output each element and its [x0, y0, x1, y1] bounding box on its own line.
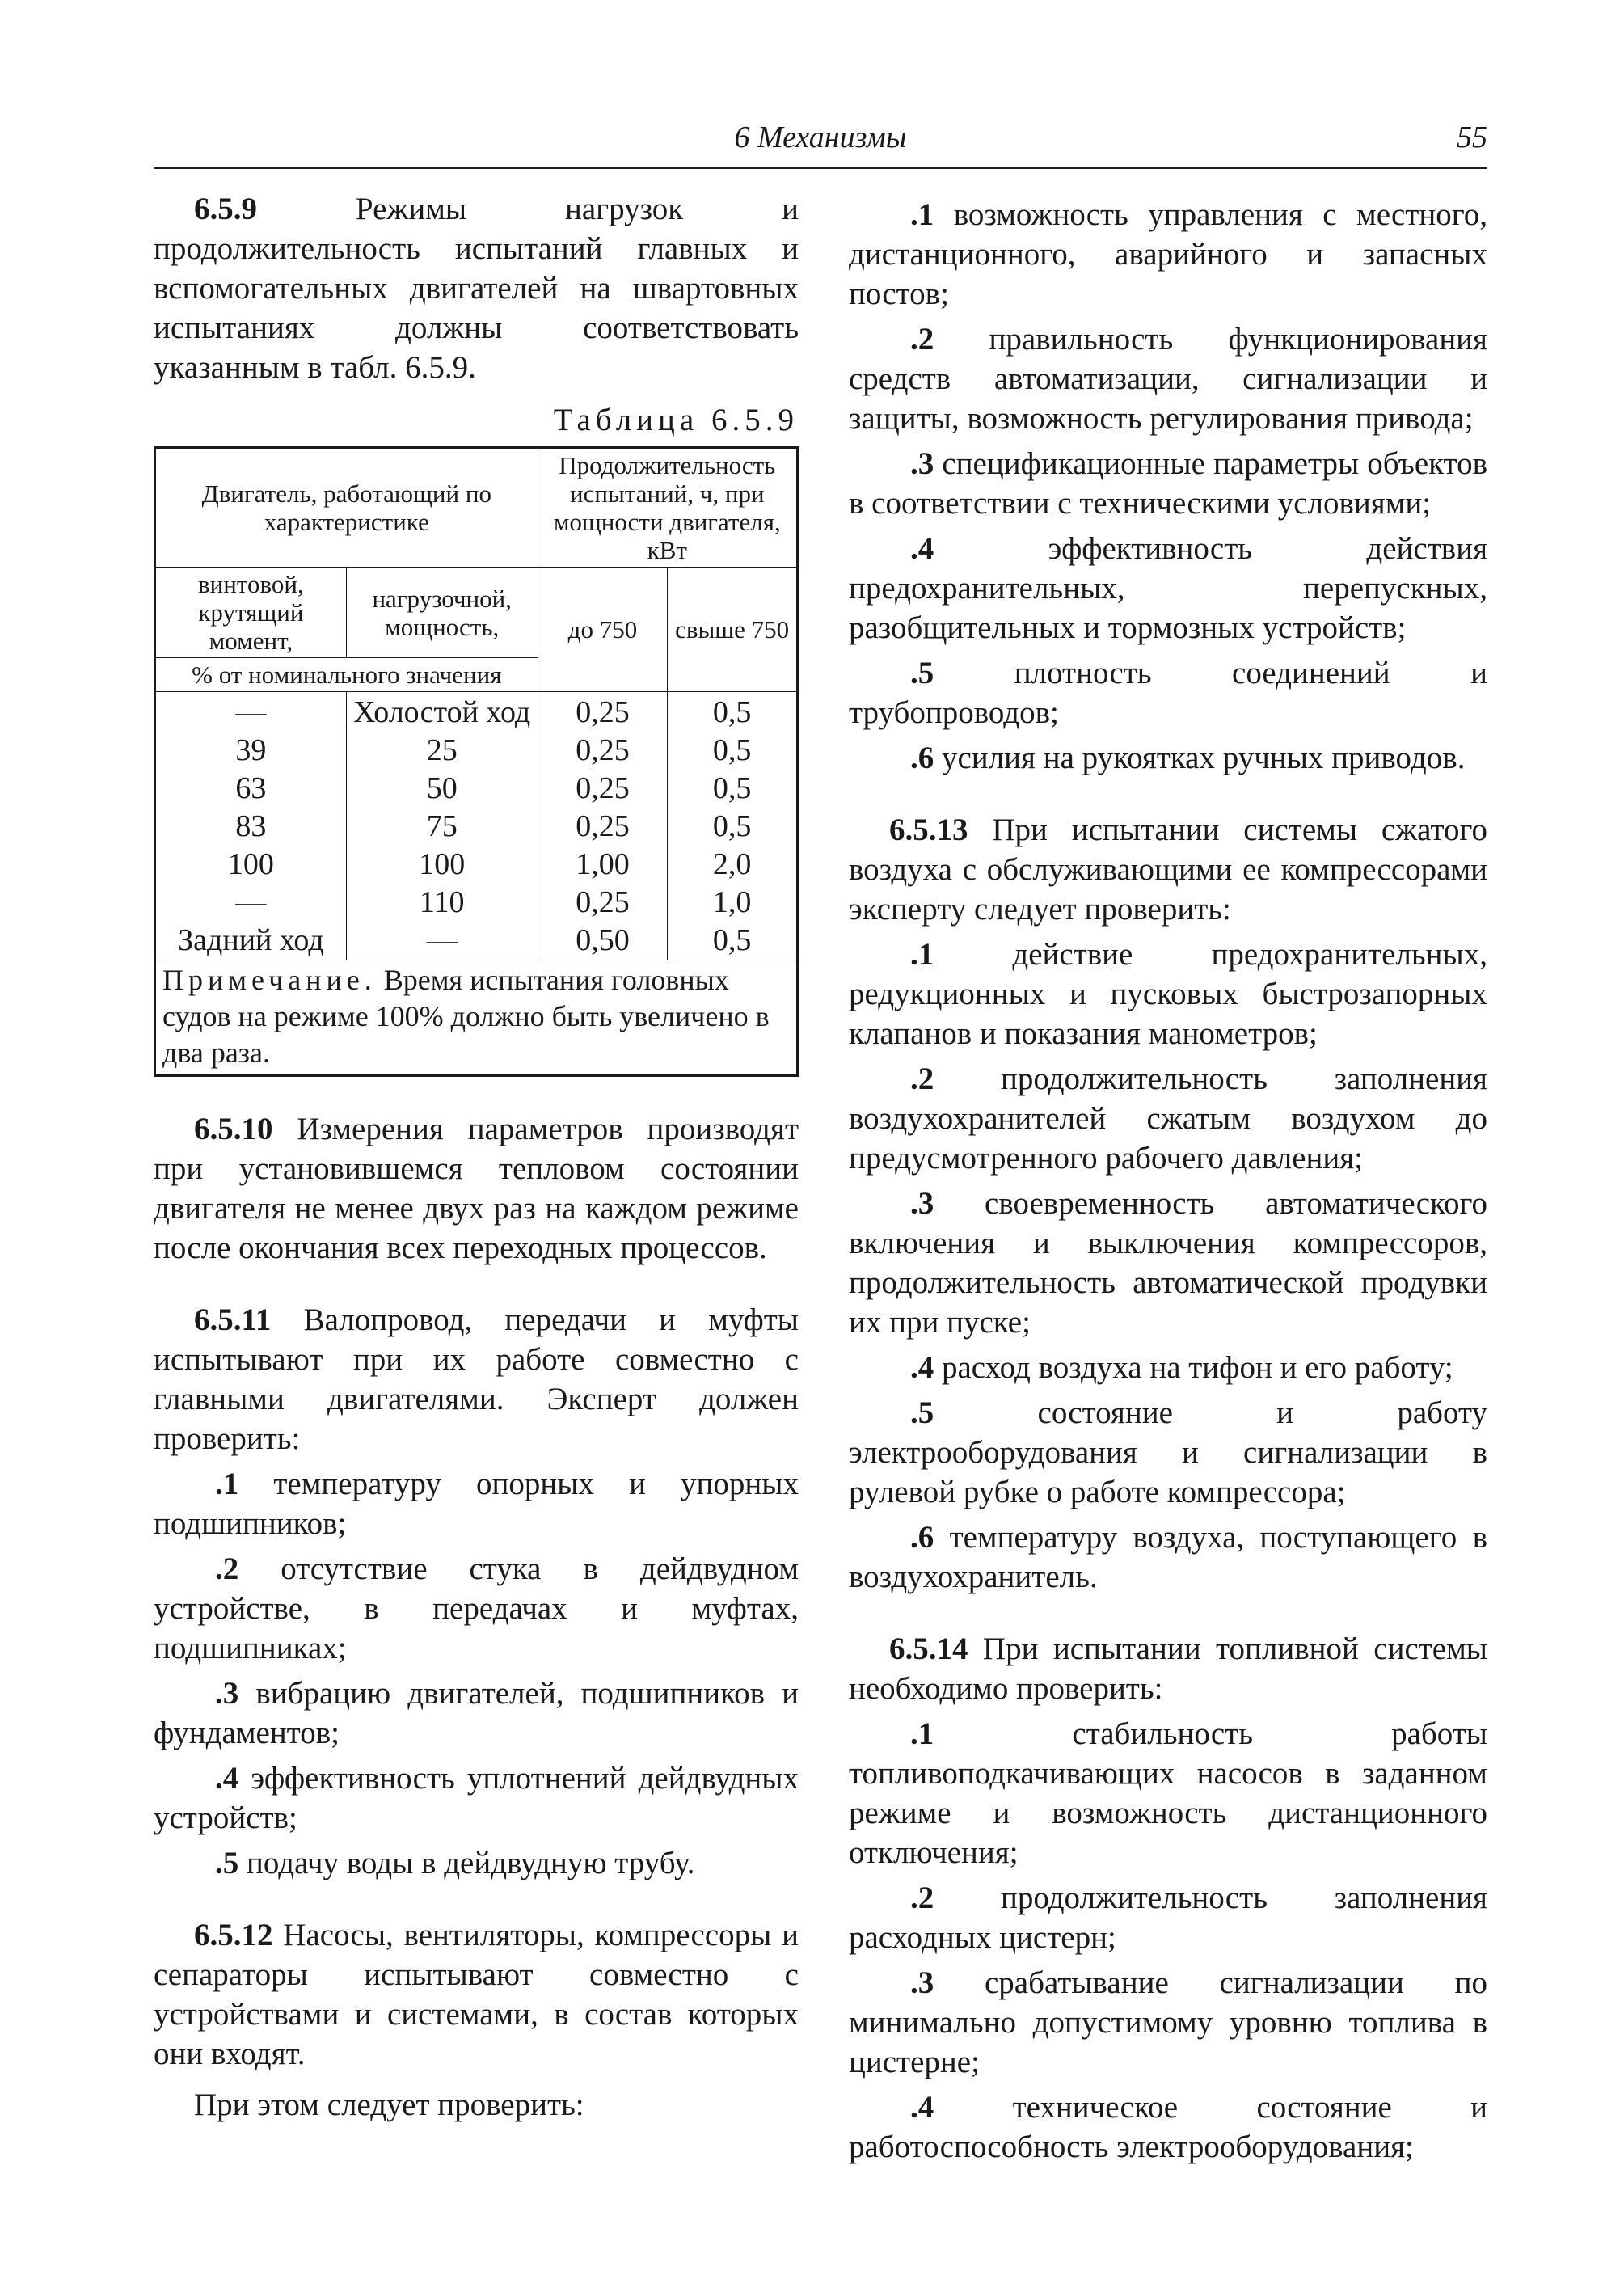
left-column — [154, 189, 799, 2125]
table-cell: 1,0 — [668, 884, 798, 922]
list-item: .3 срабатывание сигнализации по минимально допустимому уровню топлива в цистерне; — [849, 1965, 1487, 2079]
table-cell: 0,25 — [538, 770, 668, 808]
paragraph-6-5-11: 6.5.11 Валопровод, передачи и муфты испытывают при их работе совместно с главными двигателями. Эксперт должен проверить: — [154, 1302, 799, 1456]
table-cell: 0,5 — [668, 808, 798, 846]
table-cell: Холостой ход — [346, 692, 538, 732]
header-percent: % от номинального значения — [155, 658, 538, 692]
table-cell: 0,25 — [538, 732, 668, 770]
list-6-5-14 — [849, 1714, 1487, 2167]
list-6-5-13 — [849, 935, 1487, 1597]
list-item: .1 температуру опорных и упорных подшипников; — [154, 1467, 799, 1541]
table-cell: 110 — [346, 884, 538, 922]
list-item: .5 плотность соединений и трубопроводов; — [849, 656, 1487, 730]
page-number: 55 — [1457, 120, 1487, 154]
header-over-750: свыше 750 — [668, 568, 798, 692]
paragraph-6-5-12-check: При этом следует проверить: — [194, 2087, 584, 2122]
table-cell: 2,0 — [668, 846, 798, 884]
list-item: .2 отсутствие стука в дейдвудном устройстве, в передачах и муфтах, подшипниках; — [154, 1551, 799, 1665]
header-engine: Двигатель, работающий по характеристике — [155, 448, 538, 568]
table-cell: 100 — [155, 846, 347, 884]
header-duration: Продолжительность испытаний, ч, при мощности двигателя, кВт — [538, 448, 797, 568]
table-cell: 100 — [346, 846, 538, 884]
list-item: .6 температуру воздуха, поступающего в воздухохранитель. — [849, 1520, 1488, 1594]
table-cell: 25 — [346, 732, 538, 770]
list-6-5-12-checks — [849, 195, 1487, 778]
table-body — [155, 692, 798, 960]
list-6-5-11 — [154, 1464, 799, 1883]
list-item: .5 подачу воды в дейдвудную трубу. — [215, 1846, 695, 1880]
chapter-title: 6 Механизмы — [734, 120, 907, 154]
table-cell: — — [346, 922, 538, 960]
table-cell: — — [155, 692, 347, 732]
table-cell: 39 — [155, 732, 347, 770]
list-item: .6 усилия на рукоятках ручных приводов. — [910, 741, 1466, 775]
header-load: нагрузочной, мощность, — [346, 568, 538, 658]
page-header — [154, 120, 1487, 169]
paragraph-6-5-12: 6.5.12 Насосы, вентиляторы, компрессоры и сепараторы испытывают совместно с устройствами и системами, в состав которых они входят. — [154, 1918, 799, 2071]
table-cell: 0,25 — [538, 808, 668, 846]
table-row — [155, 692, 798, 732]
table-caption: Таблица 6.5.9 — [553, 403, 799, 437]
table-row — [155, 846, 798, 884]
header-screw: винтовой, крутящий момент, — [155, 568, 347, 658]
list-item: .2 продолжительность заполнения расходных цистерн; — [849, 1880, 1488, 1955]
paragraph-6-5-14: 6.5.14 При испытании топливной системы необходимо проверить: — [849, 1631, 1488, 1706]
table-cell: 50 — [346, 770, 538, 808]
list-item: .2 правильность функционирования средств автоматизации, сигнализации и защиты, возможность регулирования привода; — [849, 322, 1487, 436]
table-cell: 1,00 — [538, 846, 668, 884]
table-6-5-9 — [154, 446, 799, 1077]
list-item: .4 расход воздуха на тифон и его работу; — [910, 1350, 1453, 1385]
list-item: .3 своевременность автоматического включения и выключения компрессоров, продолжительность автоматической продувки их при пуске; — [849, 1186, 1487, 1340]
list-item: .5 состояние и работу электрооборудования и сигнализации в рулевой рубке о работе компрессора; — [849, 1395, 1487, 1509]
table-cell: 0,5 — [668, 692, 798, 732]
table-row — [155, 808, 798, 846]
list-item: .4 техническое состояние и работоспособность электрооборудования; — [849, 2090, 1488, 2164]
list-item: .1 действие предохранительных, редукционных и пусковых быстрозапорных клапанов и показания манометров; — [849, 937, 1487, 1051]
table-cell: 0,5 — [668, 922, 798, 960]
paragraph-6-5-13: 6.5.13 При испытании системы сжатого воздуха с обслуживающими ее компрессорами эксперту следует проверить: — [849, 813, 1487, 927]
table-cell: — — [155, 884, 347, 922]
table-cell: 75 — [346, 808, 538, 846]
list-item: .4 эффективность уплотнений дейдвудных устройств; — [154, 1761, 799, 1835]
table-cell: 0,25 — [538, 884, 668, 922]
paragraph-6-5-10: 6.5.10 Измерения параметров производят при установившемся тепловом состоянии двигателя не менее двух раз на каждом режиме после окончания всех переходных процессов. — [154, 1112, 799, 1265]
table-cell: 0,25 — [538, 692, 668, 732]
list-item: .3 спецификационные параметры объектов в соответствии с техническими условиями; — [849, 446, 1487, 521]
table-cell: 0,50 — [538, 922, 668, 960]
list-item: .4 эффективность действия предохранительных, перепускных, разобщительных и тормозных устройств; — [849, 531, 1488, 645]
list-item: .2 продолжительность заполнения воздухохранителей сжатым воздухом до предусмотренного рабочего давления; — [849, 1062, 1488, 1176]
table-cell: Задний ход — [155, 922, 347, 960]
table-row — [155, 770, 798, 808]
table-cell: 0,5 — [668, 732, 798, 770]
table-cell: 63 — [155, 770, 347, 808]
list-item: .1 стабильность работы топливоподкачивающих насосов в заданном режиме и возможность дистанционного отключения; — [849, 1716, 1487, 1870]
table-row — [155, 922, 798, 960]
paragraph-6-5-9: 6.5.9 Режимы нагрузок и продолжительность испытаний главных и вспомогательных двигателей на швартовных испытаниях должны соответствовать указанным в табл. 6.5.9. — [154, 192, 799, 385]
table-cell: 0,5 — [668, 770, 798, 808]
header-upto-750: до 750 — [538, 568, 668, 692]
table-cell: 83 — [155, 808, 347, 846]
table-note: Примечание. Время испытания головных судов на режиме 100% должно быть увеличено в два раза. — [155, 960, 798, 1076]
list-item: .1 возможность управления с местного, дистанционного, аварийного и запасных постов; — [849, 197, 1487, 311]
list-item: .3 вибрацию двигателей, подшипников и фундаментов; — [154, 1676, 799, 1750]
table-row — [155, 732, 798, 770]
right-column — [849, 189, 1487, 2167]
table-row — [155, 884, 798, 922]
